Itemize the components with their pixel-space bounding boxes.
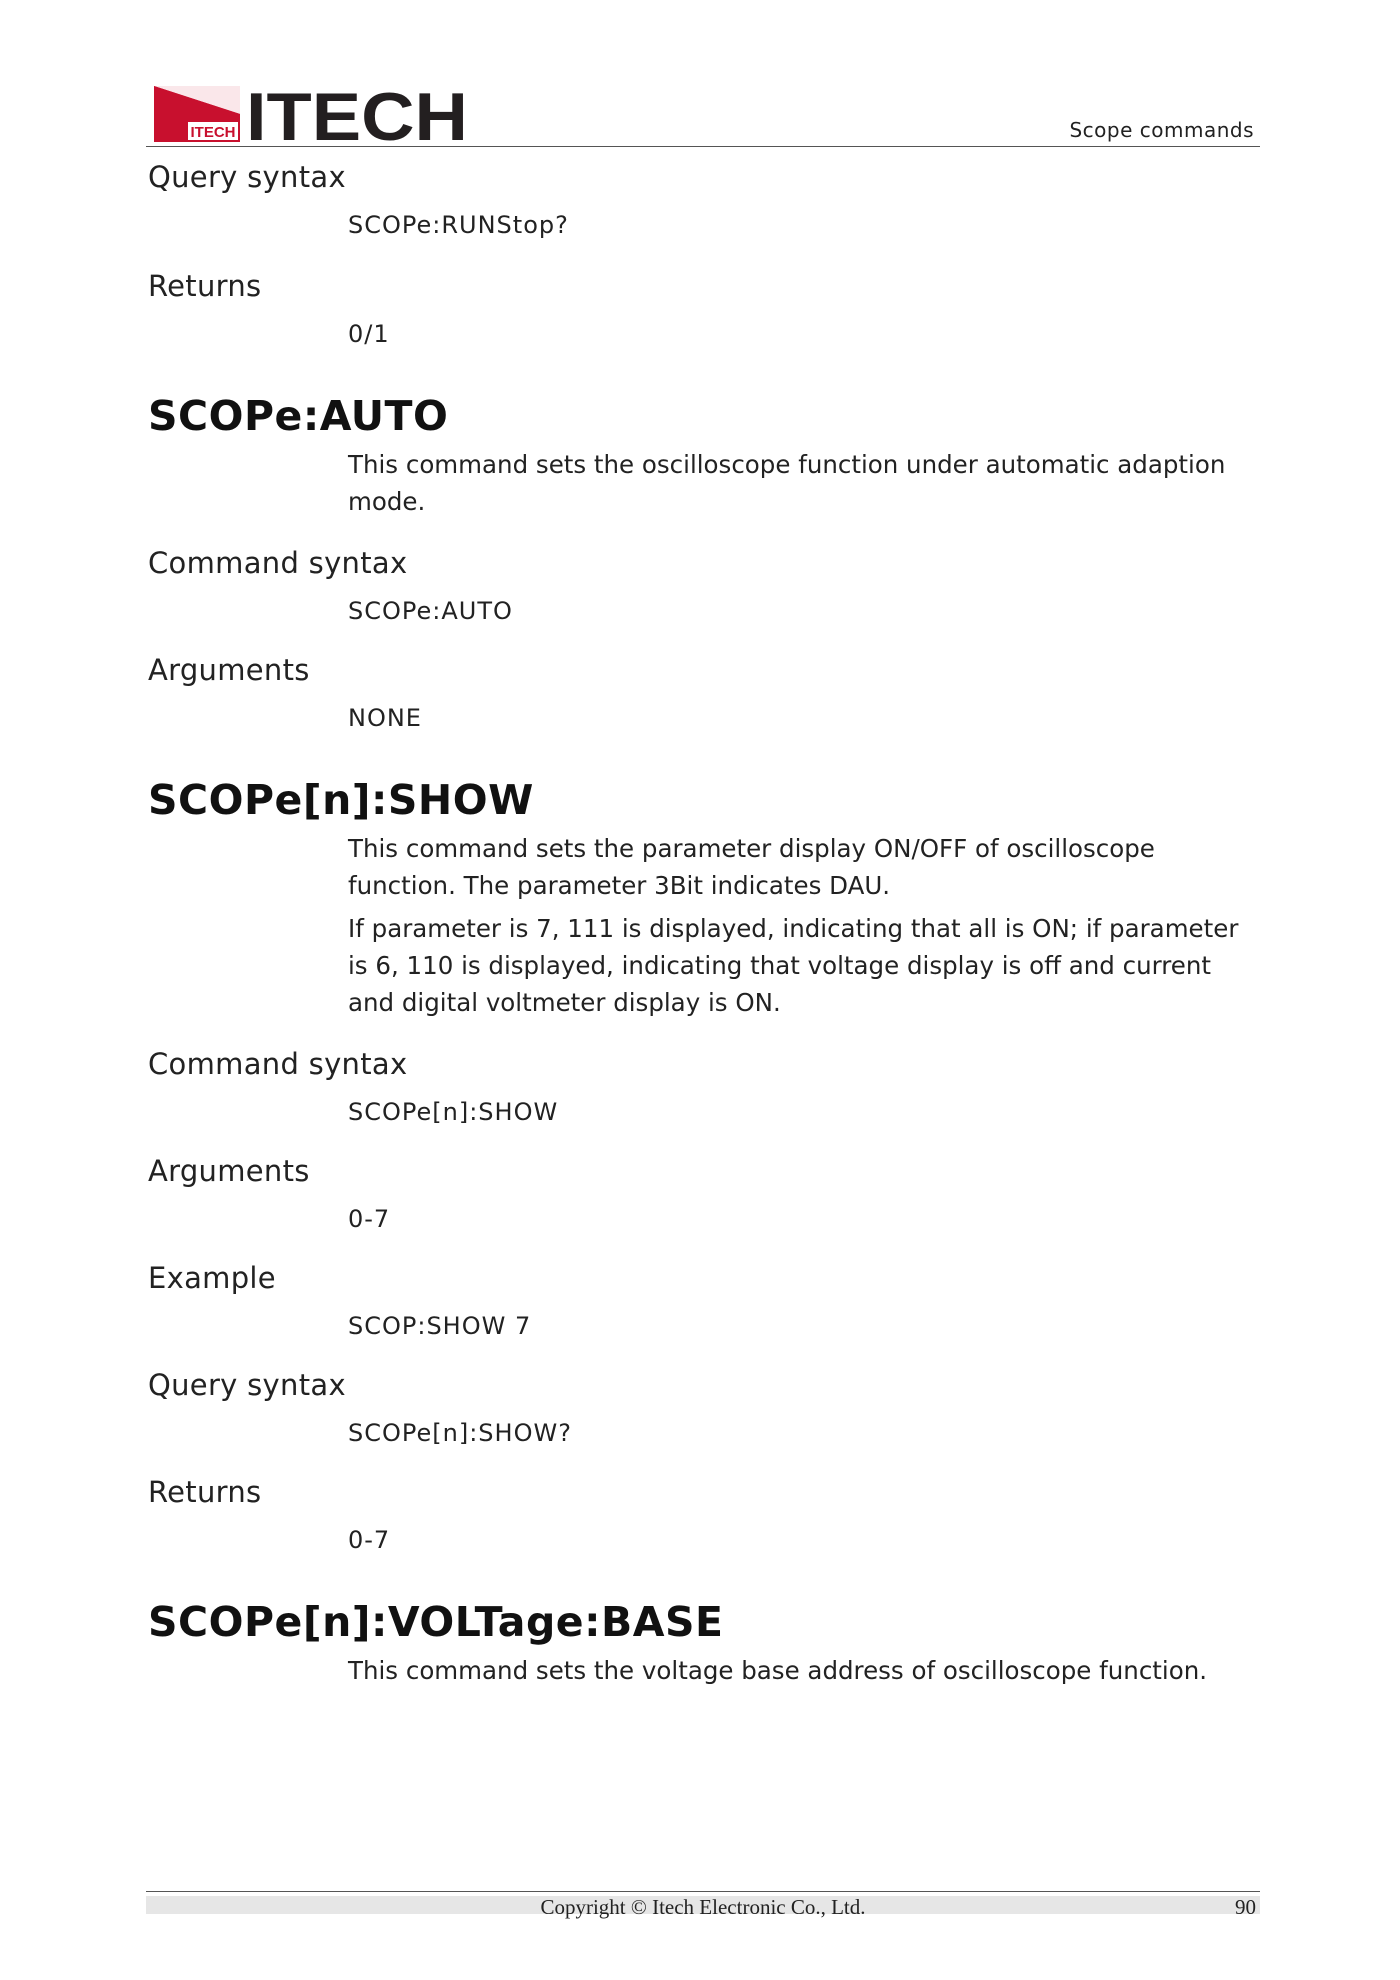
command-heading: SCOPe:AUTO — [148, 392, 449, 440]
command-value: NONE — [348, 704, 422, 732]
svg-text:ITECH: ITECH — [246, 84, 468, 144]
section-label: Arguments — [148, 653, 310, 687]
command-description: This command sets the oscilloscope function under automatic adaption mode. — [348, 450, 1226, 516]
page-header — [146, 80, 1260, 147]
section-label: Returns — [148, 269, 262, 303]
command-value: SCOPe:RUNStop? — [348, 211, 569, 239]
command-value: 0-7 — [348, 1526, 391, 1554]
document-body — [148, 160, 1258, 1689]
header-section-title: Scope commands — [1069, 118, 1254, 142]
itech-logo — [154, 84, 474, 144]
section-label: Command syntax — [148, 1047, 408, 1081]
command-heading: SCOPe[n]:VOLTage:BASE — [148, 1598, 724, 1646]
section-label: Command syntax — [148, 546, 408, 580]
command-value: SCOPe[n]:SHOW? — [348, 1419, 572, 1447]
page-number: 90 — [1235, 1895, 1256, 1919]
command-value: SCOPe:AUTO — [348, 597, 513, 625]
command-value: 0/1 — [348, 320, 390, 348]
command-value: 0-7 — [348, 1205, 391, 1233]
section-label: Query syntax — [148, 160, 346, 194]
command-heading: SCOPe[n]:SHOW — [148, 776, 534, 824]
svg-text:ITECH: ITECH — [190, 124, 236, 141]
copyright-text: Copyright © Itech Electronic Co., Ltd. — [540, 1895, 866, 1919]
section-label: Returns — [148, 1475, 262, 1509]
command-value: SCOPe[n]:SHOW — [348, 1098, 559, 1126]
page-footer — [146, 1891, 1260, 1919]
section-label: Query syntax — [148, 1368, 346, 1402]
section-label: Example — [148, 1261, 276, 1295]
section-label: Arguments — [148, 1154, 310, 1188]
command-description: If parameter is 7, 111 is displayed, indicating that all is ON; if parameter is 6, 110 is displayed, indicating that voltage display is off and current and digital voltmeter display is ON. — [348, 914, 1239, 1017]
command-description: This command sets the parameter display ON/OFF of oscilloscope function. The parameter 3Bit indicates DAU. — [348, 834, 1155, 900]
command-description: This command sets the voltage base address of oscilloscope function. — [348, 1656, 1208, 1685]
command-value: SCOP:SHOW 7 — [348, 1312, 532, 1340]
